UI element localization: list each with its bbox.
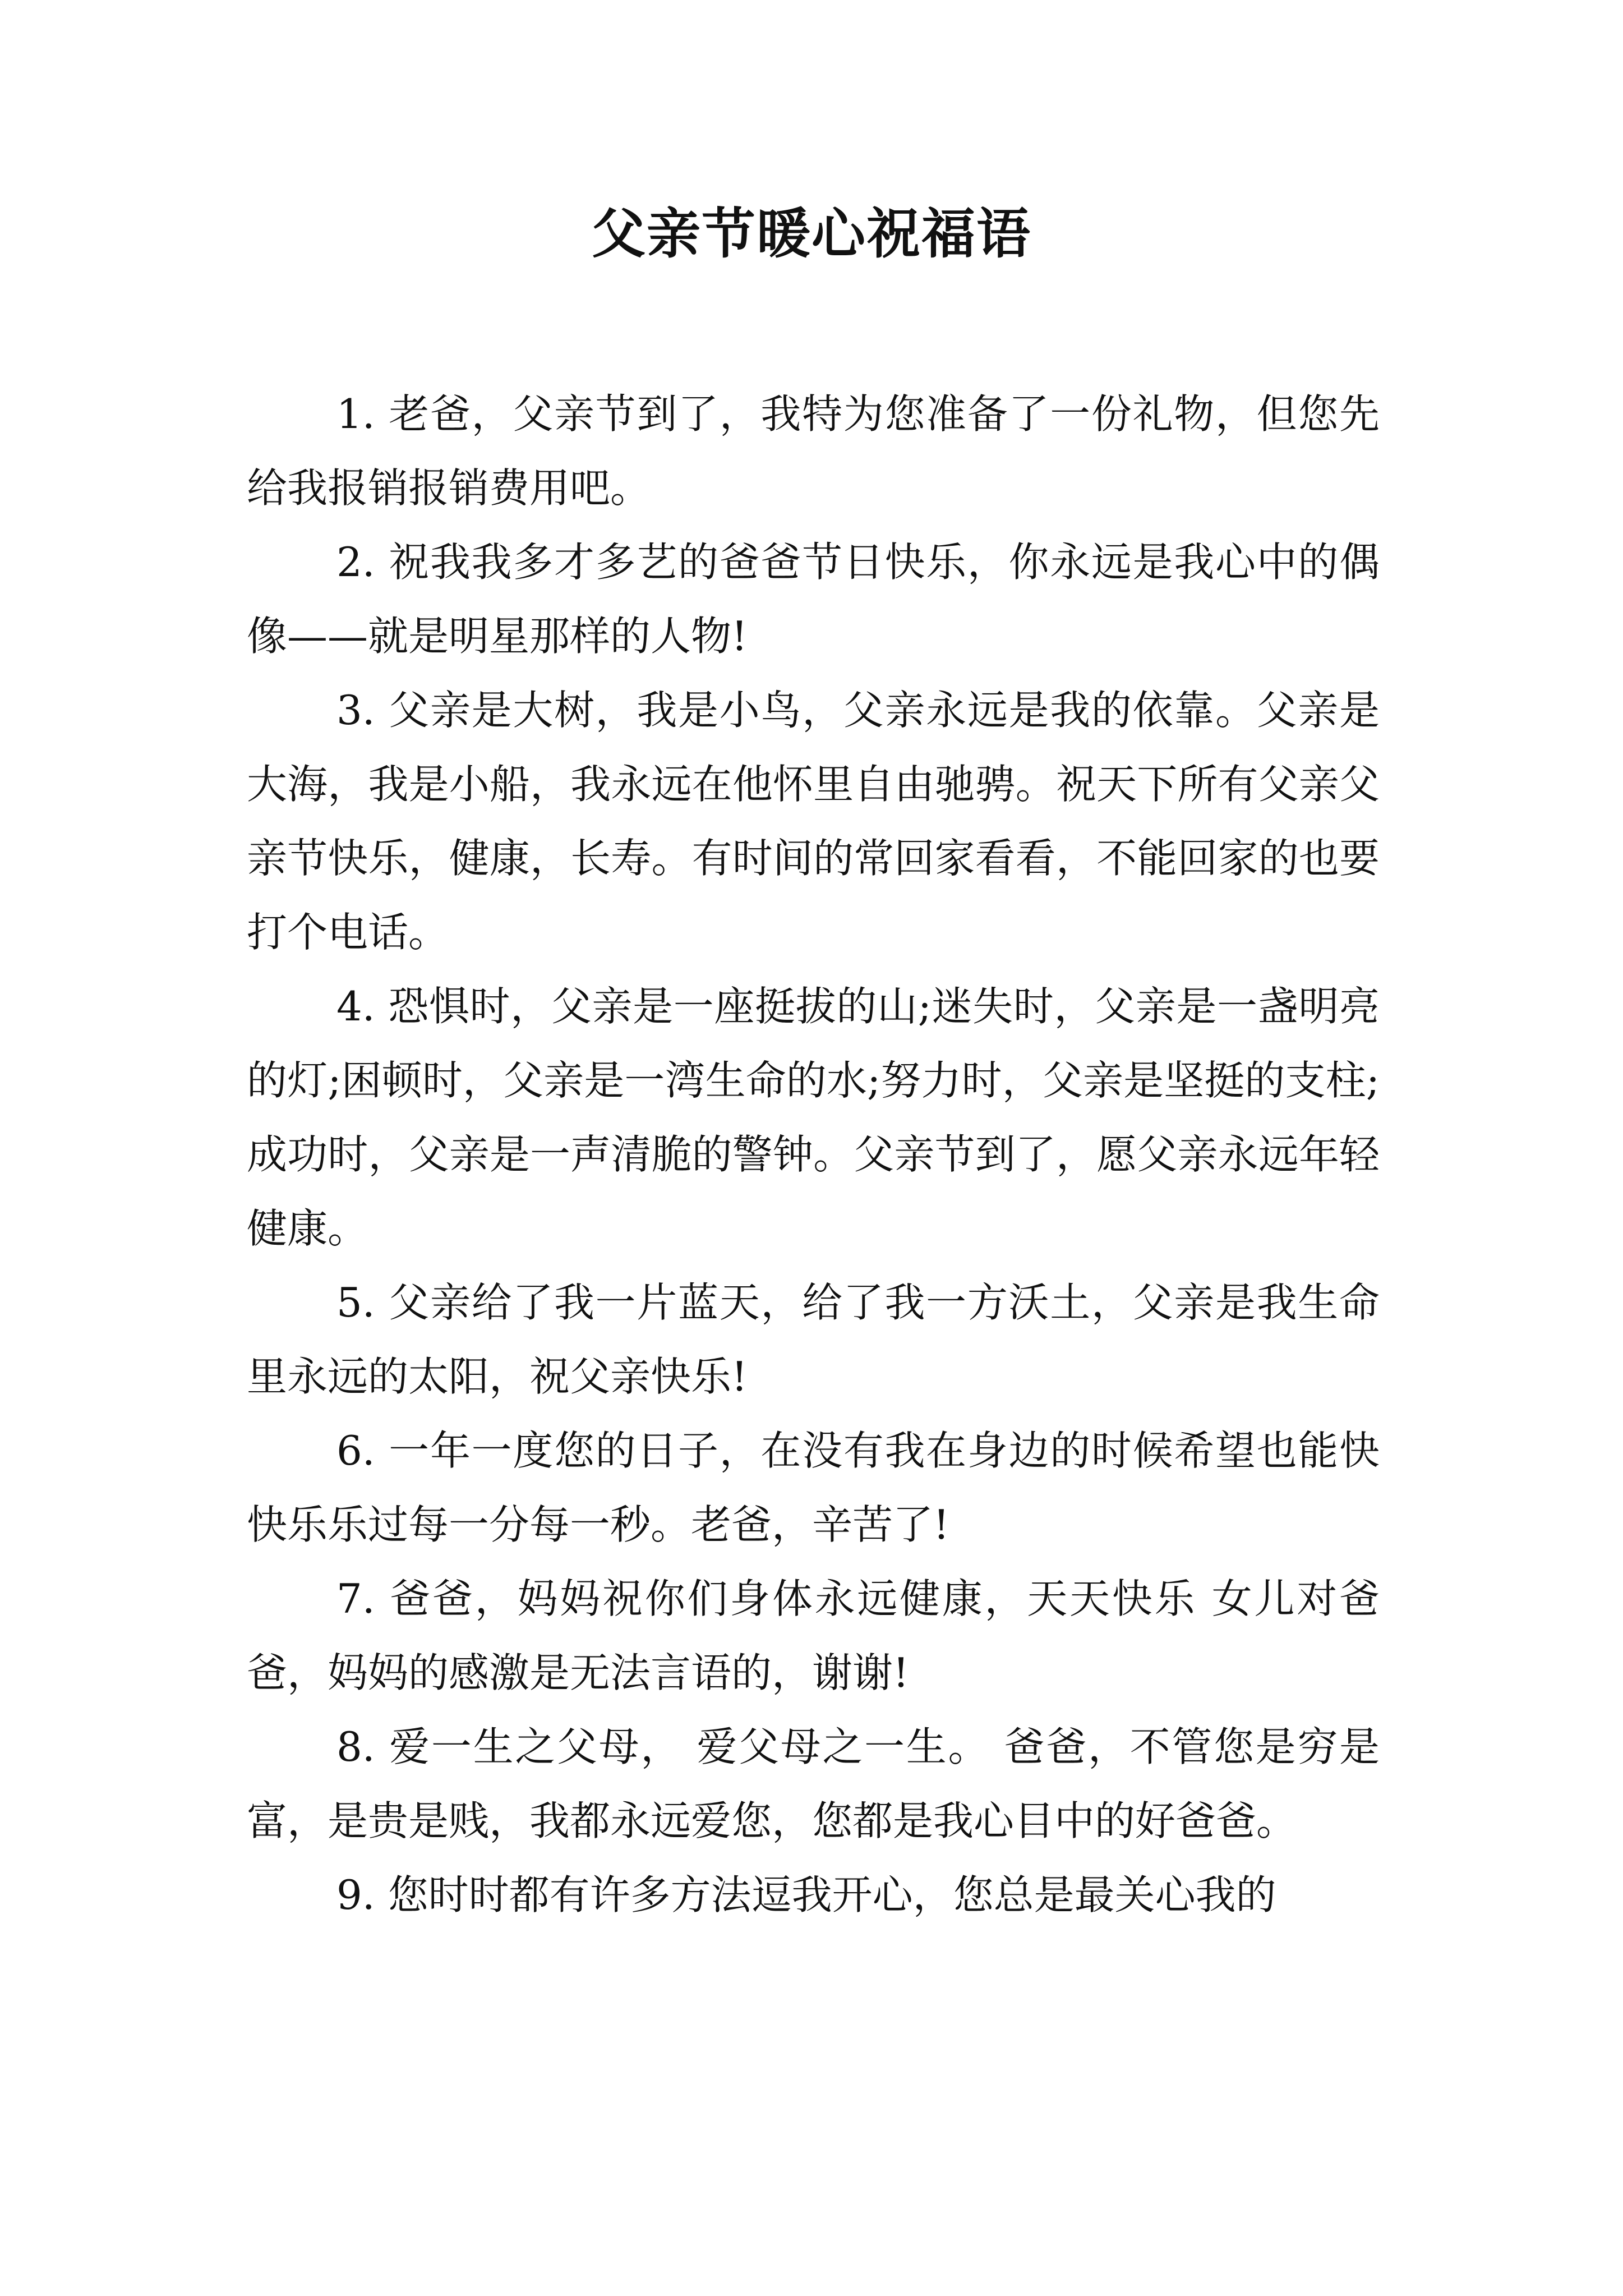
paragraph-6: 6. 一年一度您的日子，在没有我在身边的时候希望也能快快乐乐过每一分每一秒。老爸，辛苦了! <box>247 1427 1380 1548</box>
document-title: 父亲节暖心祝福语 <box>592 202 1031 265</box>
paragraph-8: 8. 爱一生之父母， 爱父母之一生。 爸爸，不管您是穷是富，是贵是贱，我都永远爱您，您都是我心目中的好爸爸。 <box>247 1723 1380 1844</box>
document-body <box>247 377 1380 1932</box>
paragraph-5: 5. 父亲给了我一片蓝天，给了我一方沃土，父亲是我生命里永远的太阳，祝父亲快乐! <box>247 1279 1380 1400</box>
paragraph-9: 9. 您时时都有许多方法逗我开心，您总是最关心我的 <box>336 1871 1276 1918</box>
paragraph-2: 2. 祝我我多才多艺的爸爸节日快乐，你永远是我心中的偶像——就是明星那样的人物! <box>247 539 1380 660</box>
paragraph-3: 3. 父亲是大树，我是小鸟，父亲永远是我的依靠。父亲是大海，我是小船，我永远在他怀里自由驰骋。祝天下所有父亲父亲节快乐，健康，长寿。有时间的常回家看看，不能回家的也要打个电话。 <box>247 687 1380 956</box>
paragraph-4: 4. 恐惧时，父亲是一座挺拔的山;迷失时，父亲是一盏明亮的灯;困顿时，父亲是一湾生命的水;努力时，父亲是坚挺的支柱;成功时，父亲是一声清脆的警钟。父亲节到了，愿父亲永远年轻健康。 <box>247 983 1380 1252</box>
paragraph-7: 7. 爸爸，妈妈祝你们身体永远健康，天天快乐 女儿对爸爸，妈妈的感激是无法言语的，谢谢! <box>247 1575 1380 1696</box>
paragraph-1: 1. 老爸，父亲节到了，我特为您准备了一份礼物，但您先给我报销报销费用吧。 <box>247 390 1380 512</box>
